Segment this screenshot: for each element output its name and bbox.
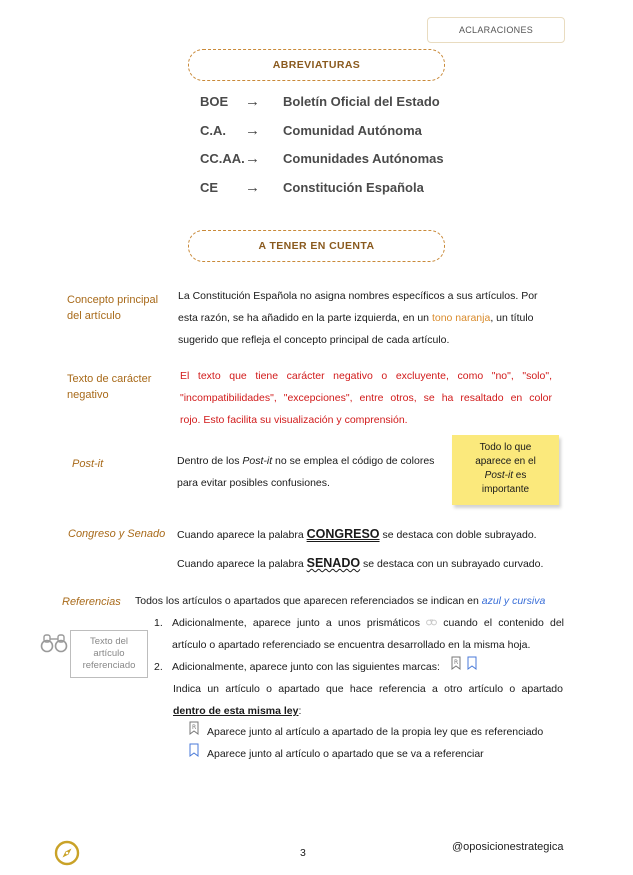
postit-note-italic: Post-it bbox=[484, 470, 513, 481]
abbreviation-meaning: Boletín Oficial del Estado bbox=[283, 93, 440, 109]
list-item bbox=[154, 612, 564, 656]
postit-text-part: Dentro de los bbox=[177, 455, 243, 467]
bookmark-icon bbox=[467, 656, 477, 678]
negative-text-line1: El texto que tiene carácter negativo o excluyente, como "no", "solo", bbox=[180, 370, 552, 382]
concept-text-line3: sugerido que refleja el concepto principal de cada artículo. bbox=[178, 334, 450, 346]
box-line1: Texto del bbox=[89, 636, 129, 647]
abbreviation-meaning: Comunidad Autónoma bbox=[283, 122, 422, 138]
compass-logo-icon bbox=[54, 840, 80, 871]
item1-text-part: cuando el contenido del bbox=[437, 617, 564, 629]
negative-label-line2: negativo bbox=[67, 389, 109, 401]
negative-label-line1: Texto de carácter bbox=[67, 373, 152, 385]
abbreviation-code: CE bbox=[200, 179, 219, 195]
concept-text-line2 bbox=[178, 307, 563, 329]
negative-text bbox=[180, 365, 552, 431]
congress-senate-label: Congreso y Senado bbox=[68, 528, 166, 540]
negative-text-line3: rojo. Esto facilita su visualización y comprensión. bbox=[180, 414, 408, 426]
svg-text:R: R bbox=[192, 724, 197, 732]
congress-line bbox=[177, 520, 567, 549]
postit-note-line3 bbox=[452, 469, 559, 483]
concept-text-part: esta razón, se ha añadido en la parte izquierda, en un bbox=[178, 312, 432, 324]
postit-text-line2: para evitar posibles confusiones. bbox=[177, 477, 330, 489]
abbreviation-code: CC.AA. bbox=[200, 150, 245, 166]
item1-line2: artículo o apartado referenciado se encuentra desarrollado en la misma hoja. bbox=[172, 639, 531, 652]
senate-text-part: Cuando aparece la palabra bbox=[177, 558, 307, 570]
item2-line3 bbox=[173, 700, 563, 722]
mark-legend-row bbox=[189, 743, 569, 765]
abbreviations-section-title: ABREVIATURAS bbox=[188, 49, 445, 81]
senate-text-part: se destaca con un subrayado curvado. bbox=[360, 558, 544, 570]
item2-text-part: : bbox=[298, 705, 302, 717]
senate-line bbox=[177, 549, 567, 578]
postit-text-line1 bbox=[177, 450, 447, 472]
postit-text bbox=[177, 450, 447, 494]
arrow-right-icon: → bbox=[245, 149, 260, 167]
concept-text-part: , un título bbox=[490, 312, 534, 324]
arrow-right-icon: → bbox=[245, 92, 260, 110]
abbreviation-row bbox=[200, 120, 422, 140]
postit-note-line2: aparece en el bbox=[475, 456, 536, 467]
congreso-word: CONGRESO bbox=[306, 527, 380, 541]
postit-label: Post-it bbox=[72, 458, 104, 470]
concept-label bbox=[67, 292, 158, 324]
congress-text-part: Cuando aparece la palabra bbox=[177, 529, 307, 541]
concept-text-line1: La Constitución Española no asigna nombres específicos a sus artículos. Por bbox=[178, 290, 538, 302]
list-item bbox=[154, 656, 564, 678]
mark2-text: Aparece junto al artículo o apartado que se va a referenciar bbox=[207, 748, 484, 761]
postit-note-line4: importante bbox=[481, 484, 530, 495]
concept-label-line2: del artículo bbox=[67, 310, 121, 322]
references-label: Referencias bbox=[62, 596, 121, 608]
negative-label bbox=[67, 371, 151, 403]
abbreviation-row bbox=[200, 91, 440, 111]
negative-text-line2: "incompatibilidades", "excepciones", entre otros, se ha resaltado en color bbox=[180, 392, 552, 404]
mark-legend-row bbox=[189, 721, 569, 743]
consider-section-title: A TENER EN CUENTA bbox=[188, 230, 445, 262]
abbreviation-code: C.A. bbox=[200, 122, 226, 138]
binoculars-icon bbox=[40, 632, 68, 659]
abbreviation-meaning: Comunidades Autónomas bbox=[283, 150, 444, 166]
footer-handle: @oposicionestrategica bbox=[452, 841, 564, 853]
concept-label-line1: Concepto principal bbox=[67, 294, 159, 306]
references-intro bbox=[135, 591, 575, 611]
page-number: 3 bbox=[300, 847, 306, 859]
abbreviation-meaning: Constitución Española bbox=[283, 179, 424, 195]
bookmark-icon bbox=[189, 743, 199, 765]
item2-line2: Indica un artículo o apartado que hace referencia a otro artículo o apartado bbox=[173, 683, 563, 695]
postit-text-part: no se emplea el código de colores bbox=[272, 455, 435, 467]
references-intro-text: Todos los artículos o apartados que aparecen referenciados se indican en bbox=[135, 595, 482, 607]
postit-note-part: es bbox=[513, 470, 527, 481]
marks-legend bbox=[189, 721, 569, 765]
list-number: 2. bbox=[154, 661, 163, 674]
referenced-mark-icon bbox=[451, 656, 461, 678]
congress-senate-text bbox=[177, 520, 567, 578]
item2-details bbox=[173, 678, 563, 722]
binoculars-inline-icon bbox=[426, 612, 437, 634]
references-list bbox=[154, 612, 564, 678]
same-law-emphasis: dentro de esta misma ley bbox=[173, 705, 299, 717]
arrow-right-icon: → bbox=[245, 121, 260, 139]
senado-word: SENADO bbox=[306, 556, 361, 570]
arrow-right-icon: → bbox=[245, 178, 260, 196]
congress-text-part: se destaca con doble subrayado. bbox=[379, 529, 537, 541]
postit-note-line1: Todo lo que bbox=[479, 442, 532, 453]
abbreviation-code: BOE bbox=[200, 93, 229, 109]
concept-text bbox=[178, 285, 563, 351]
item1-line1 bbox=[172, 612, 564, 634]
postit-italic-word: Post-it bbox=[242, 455, 273, 467]
svg-text:R: R bbox=[453, 659, 458, 667]
referenced-text-box bbox=[70, 630, 148, 678]
mark1-text: Aparece junto al artículo a apartado de la propia ley que es referenciado bbox=[207, 726, 544, 738]
abbreviation-row bbox=[200, 148, 444, 168]
blue-italic-highlight: azul y cursiva bbox=[481, 595, 546, 607]
abbreviation-row bbox=[200, 177, 424, 197]
item2-text-part: Adicionalmente, aparece junto con las siguientes marcas: bbox=[172, 661, 440, 674]
item1-text-part: Adicionalmente, aparece junto a unos prismáticos bbox=[172, 617, 427, 629]
list-number: 1. bbox=[154, 617, 163, 629]
postit-note bbox=[452, 435, 559, 505]
item2-line1 bbox=[172, 656, 564, 678]
referenced-mark-icon bbox=[189, 721, 199, 743]
box-line2: artículo bbox=[93, 648, 125, 659]
orange-tone-highlight: tono naranja bbox=[431, 312, 491, 324]
box-line3: referenciado bbox=[82, 660, 136, 671]
header-tab: ACLARACIONES bbox=[427, 17, 565, 43]
